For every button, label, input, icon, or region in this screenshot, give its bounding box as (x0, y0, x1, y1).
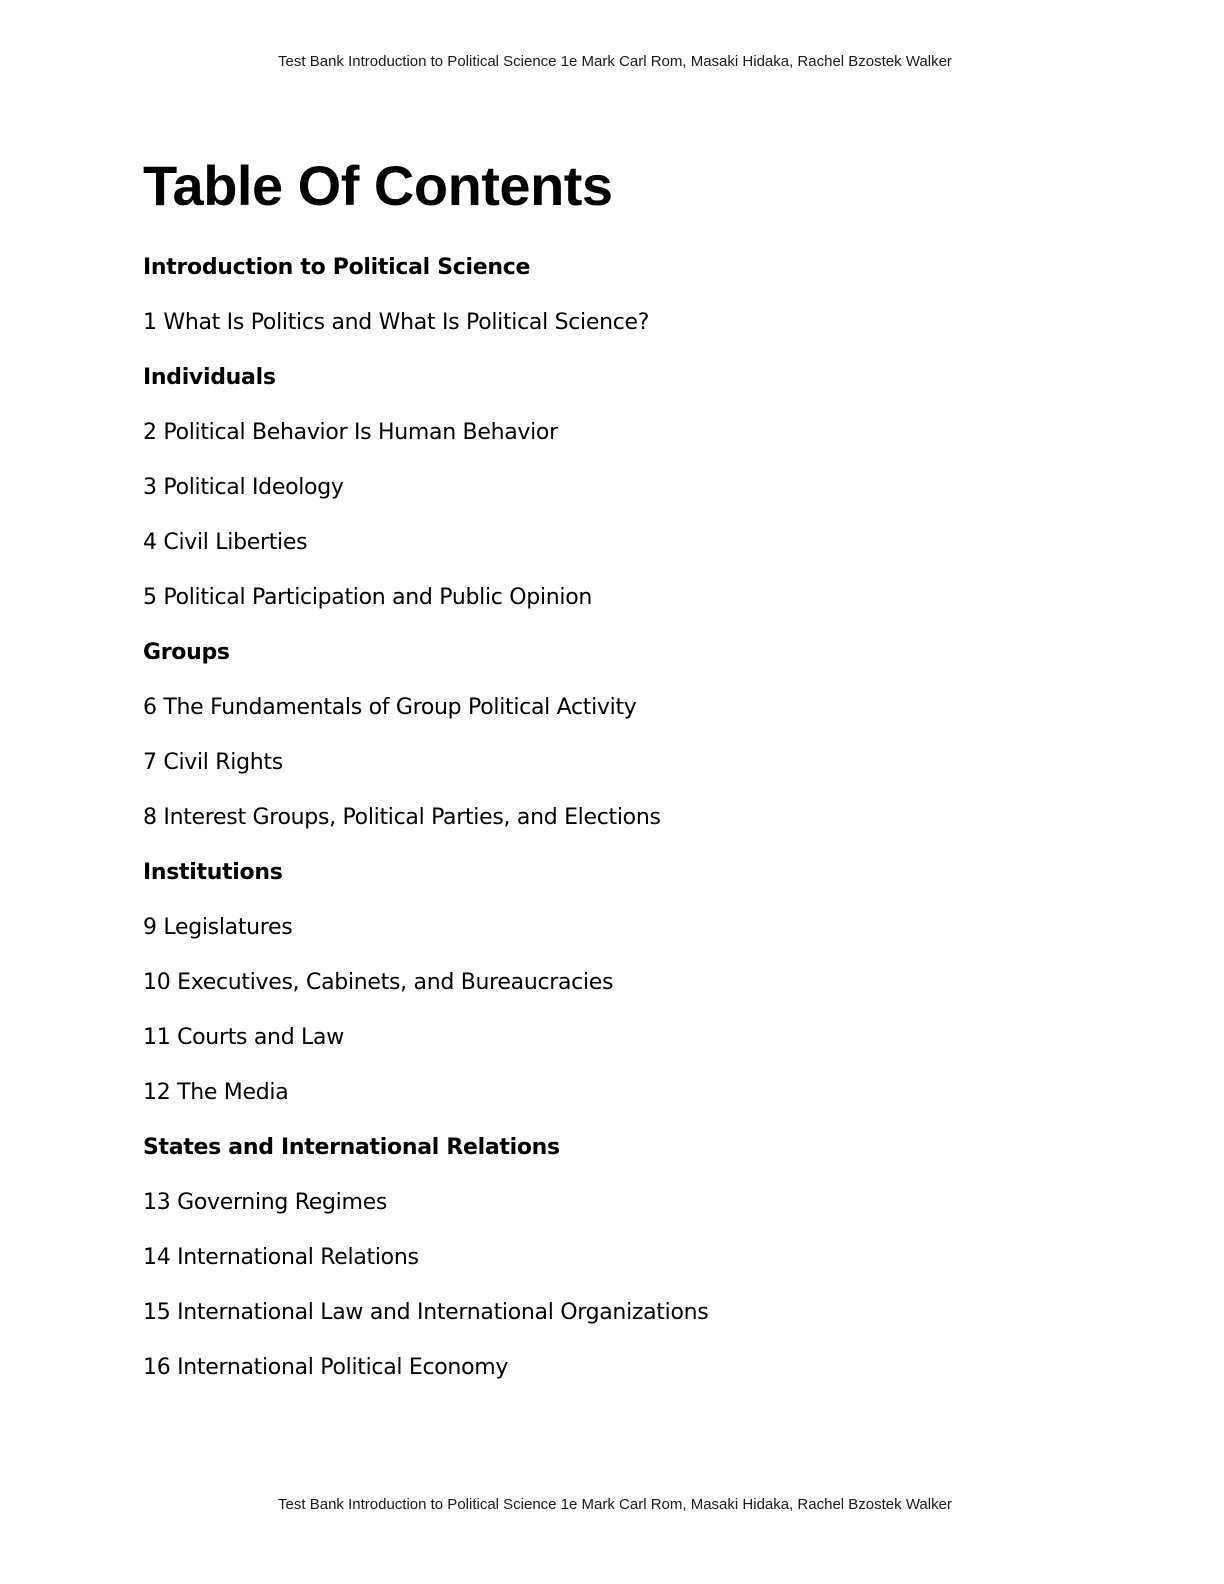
toc-part-heading: Institutions (143, 860, 283, 885)
toc-chapter-entry: 1 What Is Politics and What Is Political Science? (143, 310, 650, 335)
toc-chapter-entry: 6 The Fundamentals of Group Political Activity (143, 695, 637, 720)
toc-chapter-entry: 2 Political Behavior Is Human Behavior (143, 420, 558, 445)
toc-part-heading: Groups (143, 640, 230, 665)
toc-chapter-entry: 16 International Political Economy (143, 1355, 509, 1380)
toc-chapter-entry: 9 Legislatures (143, 915, 293, 940)
page-title: Table Of Contents (143, 154, 613, 217)
toc-part-heading: Individuals (143, 365, 276, 390)
page-footer: Test Bank Introduction to Political Science 1e Mark Carl Rom, Masaki Hidaka, Rachel Bzostek Walker (278, 1496, 952, 1513)
toc-chapter-entry: 13 Governing Regimes (143, 1190, 388, 1215)
page-header: Test Bank Introduction to Political Science 1e Mark Carl Rom, Masaki Hidaka, Rachel Bzostek Walker (278, 53, 952, 70)
toc-chapter-entry: 7 Civil Rights (143, 750, 283, 775)
toc-chapter-entry: 8 Interest Groups, Political Parties, and Elections (143, 805, 661, 830)
toc-chapter-entry: 5 Political Participation and Public Opinion (143, 585, 593, 610)
toc-chapter-entry: 4 Civil Liberties (143, 530, 308, 555)
toc-chapter-entry: 14 International Relations (143, 1245, 419, 1270)
toc-chapter-entry: 3 Political Ideology (143, 475, 344, 500)
toc-chapter-entry: 15 International Law and International Organizations (143, 1300, 709, 1325)
table-of-contents (143, 150, 1143, 1403)
toc-chapter-entry: 12 The Media (143, 1080, 289, 1105)
toc-part-heading: Introduction to Political Science (143, 255, 531, 280)
toc-chapter-entry: 10 Executives, Cabinets, and Bureaucracies (143, 970, 614, 995)
toc-list (143, 248, 1143, 1403)
toc-chapter-entry: 11 Courts and Law (143, 1025, 344, 1050)
toc-part-heading: States and International Relations (143, 1135, 560, 1160)
